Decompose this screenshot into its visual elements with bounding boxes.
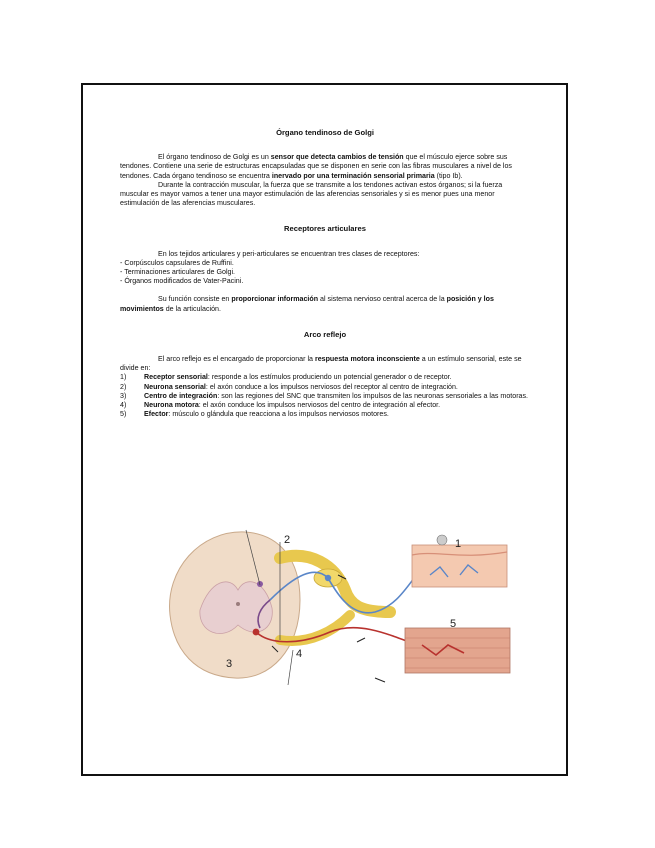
reflex-arc-illustration bbox=[160, 520, 515, 688]
figure-label-5: 5 bbox=[450, 618, 457, 630]
text-run: que el músculo ejerce sobre sus tendones. Contiene una serie de estructuras encapsuladas que se disponen en serie con las fibras musculares a nivel de los tendones. Cada órgano tendinoso se encuentra bbox=[120, 153, 512, 180]
text-run: Su función consiste en bbox=[158, 295, 232, 304]
list-item: 4) Neurona motora: el axón conduce los impulsos nerviosos del centro de integración al efector. bbox=[120, 401, 441, 410]
bold-text: sensor que detecta cambios de tensión bbox=[270, 153, 404, 162]
paragraph-golgi-1 bbox=[120, 153, 530, 181]
paragraph-arco-intro bbox=[120, 355, 530, 373]
paragraph-golgi-2: Durante la contracción muscular, la fuerza que se transmite a los tendones activan estos órganos; si la fuerza muscular es mayor vamos a tener una mayor estimulación de las aferencias sensoriales y si es menor pues una menor estimulación de las aferencias musculares. bbox=[120, 180, 503, 208]
list-item: - Órganos modificados de Vater-Pacini. bbox=[120, 277, 530, 286]
text-run: El órgano tendinoso de Golgi es un bbox=[158, 153, 271, 162]
figure-label-3: 3 bbox=[226, 658, 233, 670]
text-run: (tipo Ib). bbox=[434, 171, 463, 180]
list-item: 5) Efector: músculo o glándula que reacciona a los impulsos nerviosos motores. bbox=[120, 410, 389, 419]
arco-list bbox=[120, 373, 530, 419]
figure-label-1: 1 bbox=[455, 538, 462, 550]
section-title-arco: Arco reflejo bbox=[303, 329, 347, 339]
bold-text: proporcionar información bbox=[231, 295, 319, 304]
list-item: - Terminaciones articulares de Golgi. bbox=[120, 268, 530, 277]
list-item: - Corpúsculos capsulares de Ruffini. bbox=[120, 259, 530, 268]
section-title-golgi: Órgano tendinoso de Golgi bbox=[276, 128, 374, 137]
list-item: 3) Centro de integración: son las regiones del SNC que transmiten los impulsos de las neuronas sensoriales a las motoras. bbox=[120, 391, 529, 400]
text-run: al sistema nervioso central acerca de la bbox=[318, 295, 447, 304]
bold-text: respuesta motora inconsciente bbox=[314, 355, 420, 364]
reflex-arc-figure bbox=[160, 520, 515, 688]
text-run: a un estímulo sensorial, este se divide en: bbox=[120, 355, 522, 373]
paragraph-receptores-funcion bbox=[120, 295, 530, 313]
text-run: El arco reflejo es el encargado de proporcionar la bbox=[158, 355, 315, 364]
section-title-receptores: Receptores articulares bbox=[284, 224, 366, 234]
bold-text: inervado por una terminación sensorial primaria bbox=[271, 171, 435, 180]
figure-label-4: 4 bbox=[296, 648, 303, 660]
receptor-list bbox=[120, 259, 530, 287]
list-item: 1) Receptor sensorial: responde a los estímulos produciendo un potencial generador o de receptor. bbox=[120, 373, 452, 382]
text-run: de la articulación. bbox=[163, 304, 221, 313]
document-body bbox=[120, 128, 530, 419]
paragraph-receptores-intro: En los tejidos articulares y peri-articulares se encuentran tres clases de receptores: bbox=[158, 249, 420, 258]
figure-label-2: 2 bbox=[284, 534, 291, 546]
list-item: 2) Neurona sensorial: el axón conduce a los impulsos nerviosos del receptor al centro de integración. bbox=[120, 382, 458, 391]
bold-text: posición y los movimientos bbox=[120, 295, 494, 313]
